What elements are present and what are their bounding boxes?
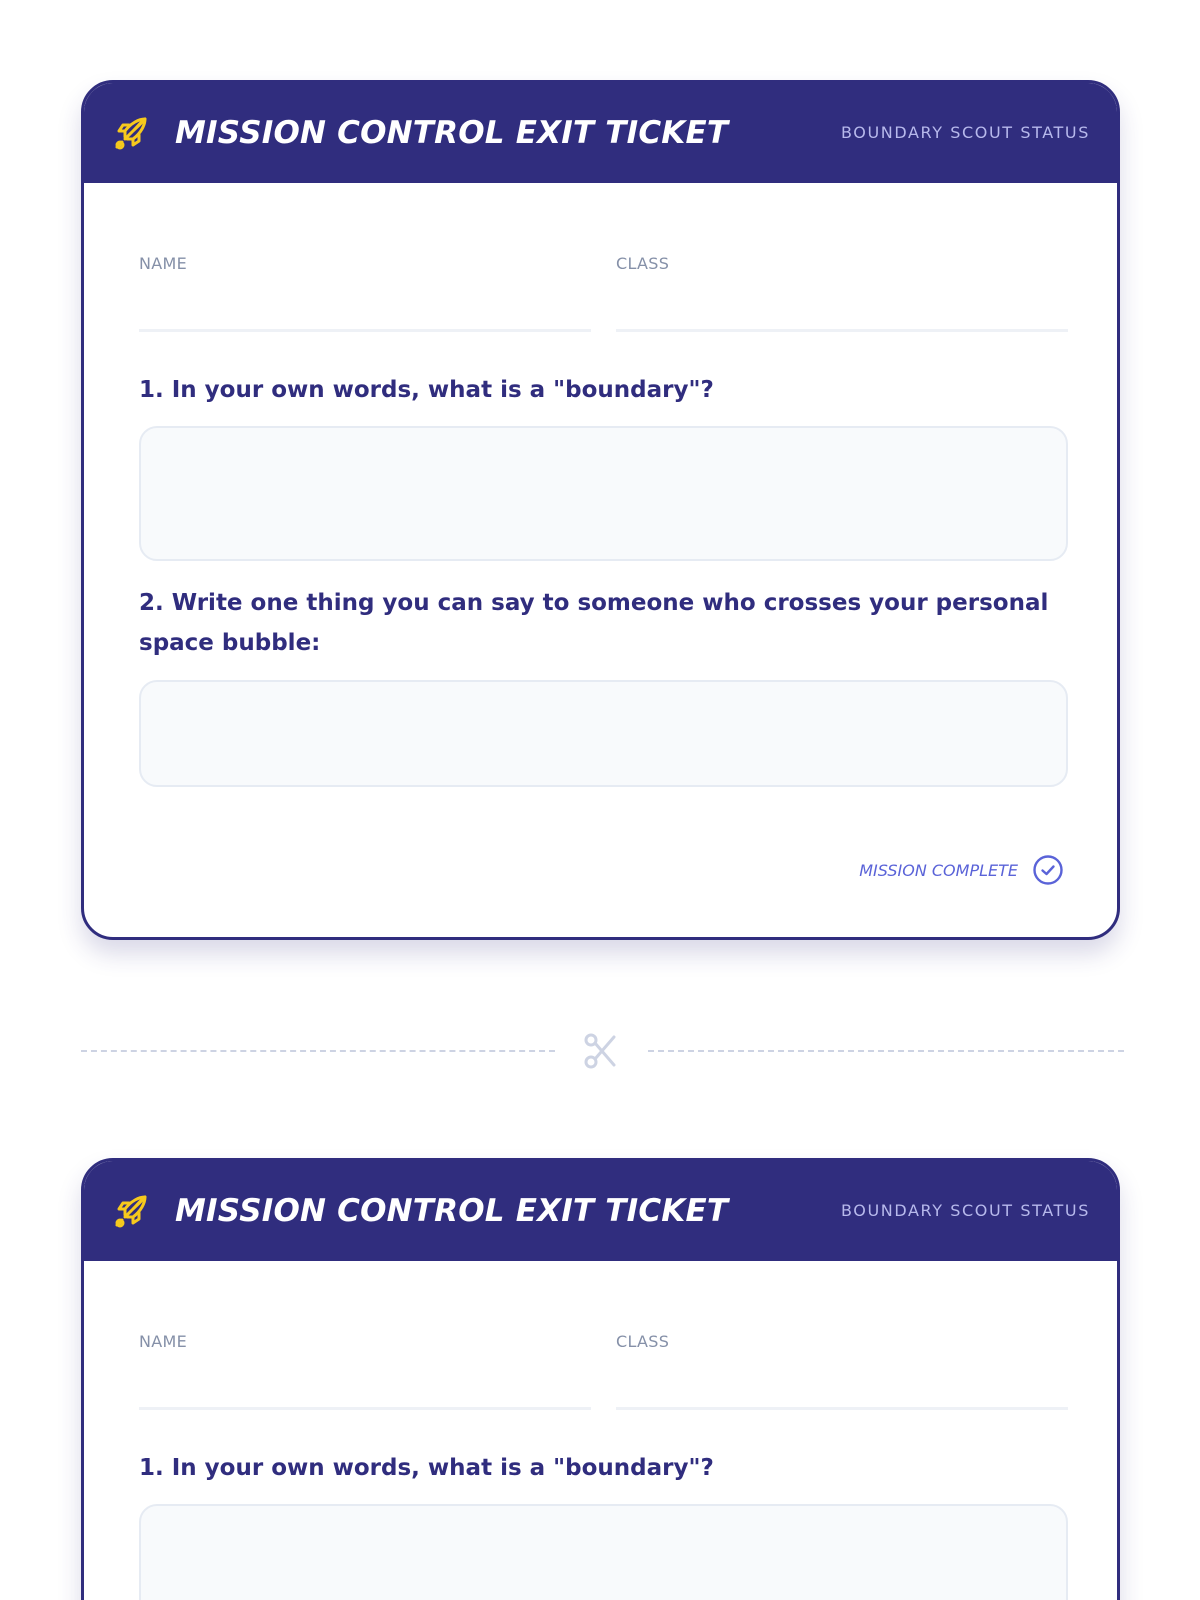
- name-label: NAME: [139, 1332, 188, 1351]
- rocket-icon: [111, 1191, 151, 1231]
- exit-ticket: [81, 1158, 1120, 1600]
- class-label: CLASS: [616, 1332, 670, 1351]
- name-field[interactable]: [139, 329, 591, 332]
- class-field[interactable]: [616, 329, 1068, 332]
- name-field[interactable]: [139, 1407, 591, 1410]
- cut-line-left: [81, 1050, 555, 1052]
- scissors-icon: [582, 1032, 620, 1070]
- ticket-header: [84, 1161, 1117, 1261]
- answer-box-1[interactable]: [139, 426, 1068, 561]
- question-1: 1. In your own words, what is a "boundary"?: [139, 377, 714, 403]
- rocket-icon: [111, 113, 151, 153]
- mission-complete-label: MISSION COMPLETE: [859, 860, 1018, 880]
- ticket-title: MISSION CONTROL EXIT TICKET: [175, 115, 729, 151]
- class-field[interactable]: [616, 1407, 1068, 1410]
- mission-complete: [859, 853, 1064, 887]
- ticket-status: BOUNDARY SCOUT STATUS: [840, 123, 1090, 142]
- name-label: NAME: [139, 254, 188, 273]
- ticket-title: MISSION CONTROL EXIT TICKET: [175, 1193, 729, 1229]
- exit-ticket: [81, 80, 1120, 940]
- ticket-status: BOUNDARY SCOUT STATUS: [840, 1201, 1090, 1220]
- answer-box-1[interactable]: [139, 1504, 1068, 1600]
- ticket-header: [84, 83, 1117, 183]
- question-2: 2. Write one thing you can say to someone who crosses your personal space bubble:: [139, 590, 1049, 656]
- answer-box-2[interactable]: [139, 680, 1068, 787]
- class-label: CLASS: [616, 254, 670, 273]
- question-1: 1. In your own words, what is a "boundary"?: [139, 1455, 714, 1481]
- cut-line-right: [648, 1050, 1124, 1052]
- check-circle-icon: [1032, 854, 1064, 886]
